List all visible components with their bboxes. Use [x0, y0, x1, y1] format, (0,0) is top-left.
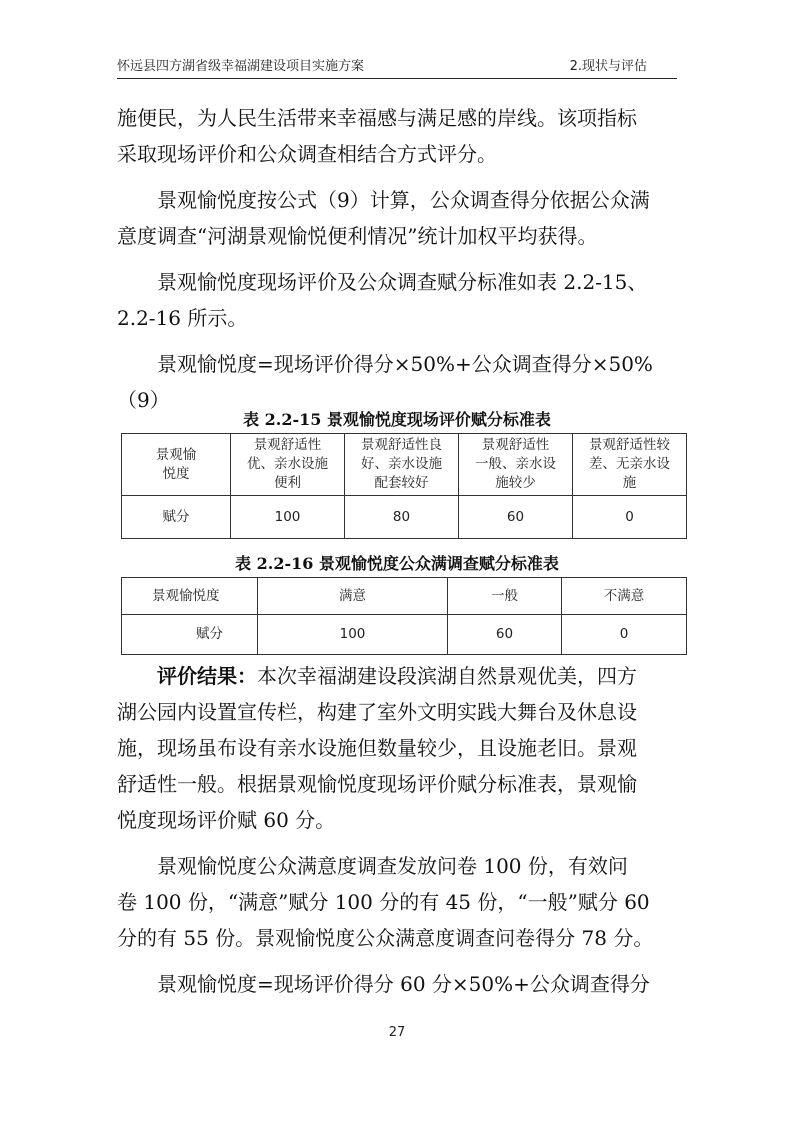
table2-head-cell: 不满意 — [562, 578, 687, 615]
paragraph-line: 2.2-16 所示。 — [117, 306, 248, 330]
table1-value-cell: 0 — [573, 496, 687, 539]
table1 — [121, 433, 687, 539]
table1-value-cell: 100 — [231, 496, 345, 539]
table1-row-label: 赋分 — [122, 496, 231, 539]
result-line: 施，现场虽布设有亲水设施但数量较少，且设施老旧。景观 — [117, 736, 637, 760]
table2-head-cell: 满意 — [258, 578, 448, 615]
table2-caption: 表 2.2-16 景观愉悦度公众满调查赋分标准表 — [235, 554, 559, 573]
formula-line: 景观愉悦度=现场评价得分×50%+公众调查得分×50% — [157, 352, 653, 376]
table2-value-cell: 60 — [448, 615, 562, 655]
survey-line: 卷 100 份，“满意”赋分 100 分的有 45 份，“一般”赋分 60 — [117, 890, 650, 914]
paragraph-line: 意度调查“河湖景观愉悦便利情况”统计加权平均获得。 — [117, 224, 598, 248]
table2-head-cell: 景观愉悦度 — [122, 578, 258, 615]
table2-value-cell: 100 — [258, 615, 448, 655]
table2-value-cell: 0 — [562, 615, 687, 655]
table2-row-label: 赋分 — [122, 615, 258, 655]
result-section — [117, 658, 677, 1002]
page-number: 27 — [388, 1025, 406, 1040]
paragraph-line: 采取现场评价和公众调查相结合方式评分。 — [117, 142, 497, 166]
table1-head-cell: 景观舒适性良 好、亲水设施 配套较好 — [345, 434, 459, 496]
result-line: 舒适性一般。根据景观愉悦度现场评价赋分标准表，景观愉 — [117, 772, 637, 796]
table2-head-cell: 一般 — [448, 578, 562, 615]
table1-head-cell: 景观愉 悦度 — [122, 434, 231, 496]
paragraph-line: 施便民，为人民生活带来幸福感与满足感的岸线。该项指标 — [117, 106, 637, 130]
table1-head-cell: 景观舒适性 优、亲水设施 便利 — [231, 434, 345, 496]
section-title: 2.现状与评估 — [569, 59, 647, 74]
table1-head-cell: 景观舒适性较 差、无亲水设 施 — [573, 434, 687, 496]
paragraph-line: 景观愉悦度按公式（9）计算，公众调查得分依据公众满 — [157, 188, 650, 212]
table1-head-cell: 景观舒适性 一般、亲水设 施较少 — [459, 434, 573, 496]
formula-number: （9） — [117, 388, 170, 412]
paragraph-line: 景观愉悦度现场评价及公众调查赋分标准如表 2.2-15、 — [157, 270, 648, 294]
result-line: 悦度现场评价赋 60 分。 — [117, 808, 336, 832]
result-line: 湖公园内设置宣传栏，构建了室外文明实践大舞台及休息设 — [117, 700, 637, 724]
survey-line: 景观愉悦度公众满意度调查发放问卷 100 份，有效问 — [157, 854, 628, 878]
table1-value-cell: 60 — [459, 496, 573, 539]
final-line: 景观愉悦度=现场评价得分 60 分×50%+公众调查得分 — [157, 972, 650, 996]
table1-caption: 表 2.2-15 景观愉悦度现场评价赋分标准表 — [243, 410, 551, 429]
page-body — [117, 100, 677, 418]
running-header — [117, 44, 677, 79]
table1-value-cell: 80 — [345, 496, 459, 539]
result-text: 本次幸福湖建设段滨湖自然景观优美，四方 — [257, 664, 637, 688]
result-line — [117, 658, 677, 694]
document-title: 怀远县四方湖省级幸福湖建设项目实施方案 — [117, 59, 365, 74]
table2 — [121, 577, 687, 655]
survey-line: 分的有 55 份。景观愉悦度公众满意度调查问卷得分 78 分。 — [117, 926, 654, 950]
result-label: 评价结果： — [157, 664, 257, 688]
